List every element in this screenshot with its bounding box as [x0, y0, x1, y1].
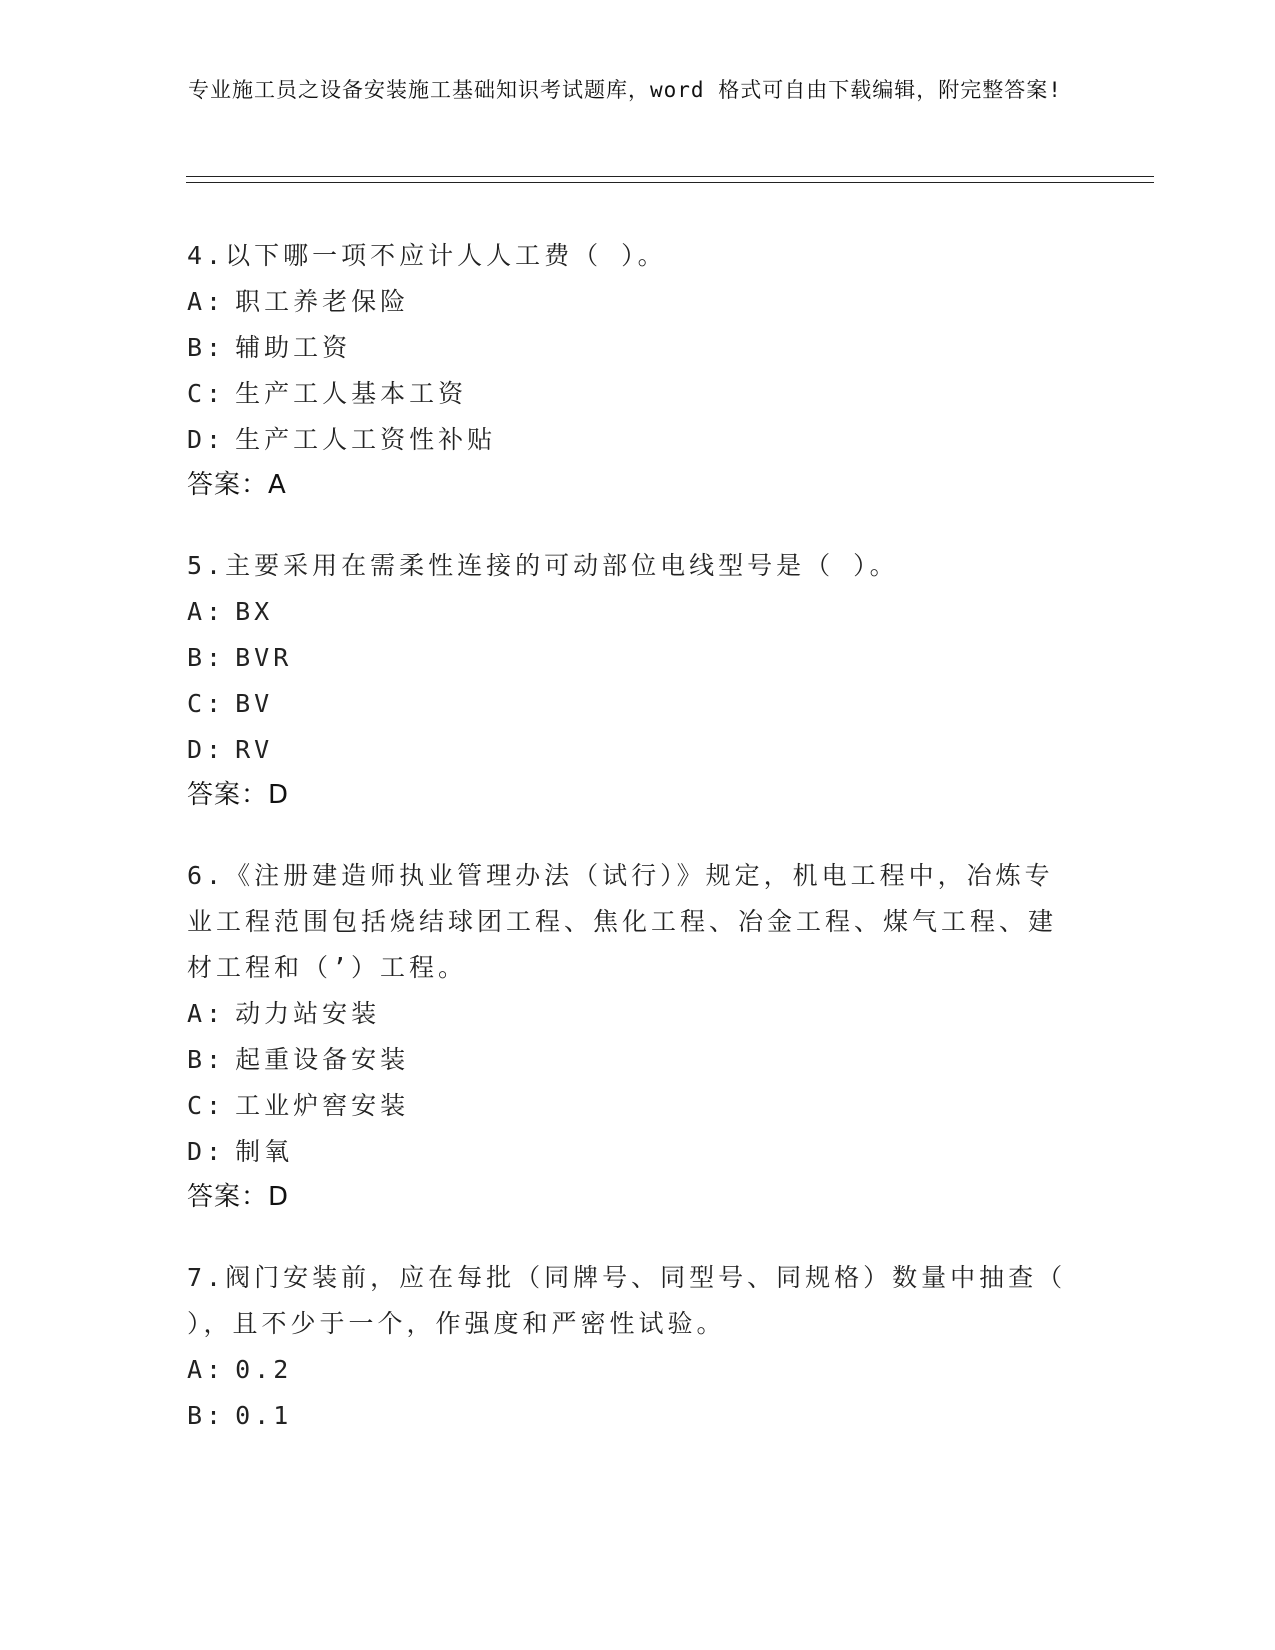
option-key: C:	[187, 379, 226, 408]
option-key: A:	[187, 287, 226, 316]
document-intro: 专业施工员之设备安装施工基础知识考试题库，word 格式可自由下载编辑，附完整答案!	[188, 78, 1062, 102]
option-text: 工业炉窖安装	[235, 1091, 410, 1120]
option-text: 生产工人工资性补贴	[235, 425, 497, 454]
option-text: 生产工人基本工资	[235, 379, 468, 408]
option-c	[187, 681, 1067, 727]
option-key: B:	[187, 1045, 226, 1074]
answer-line: 答案：D	[187, 1182, 290, 1212]
option-d	[187, 727, 1067, 773]
option-a	[187, 991, 1067, 1037]
option-key: A:	[187, 1355, 226, 1384]
option-a	[187, 279, 1067, 325]
option-key: C:	[187, 689, 226, 718]
option-c	[187, 371, 1067, 417]
option-key: D:	[187, 735, 226, 764]
option-key: D:	[187, 1137, 226, 1166]
option-b	[187, 325, 1067, 371]
option-b	[187, 635, 1067, 681]
option-a	[187, 1347, 1067, 1393]
option-text: 0.1	[235, 1401, 293, 1430]
option-c	[187, 1083, 1067, 1129]
option-text: 辅助工资	[235, 333, 352, 362]
option-key: B:	[187, 333, 226, 362]
option-text: 制氧	[235, 1137, 294, 1166]
option-text: BV	[235, 689, 274, 718]
question-4	[187, 233, 1067, 507]
answer-line: 答案：D	[187, 780, 290, 810]
option-key: B:	[187, 1401, 226, 1430]
header-divider-top	[186, 176, 1154, 177]
option-text: BX	[235, 597, 274, 626]
option-key: A:	[187, 597, 226, 626]
option-a	[187, 589, 1067, 635]
option-text: 职工养老保险	[235, 287, 410, 316]
option-key: B:	[187, 643, 226, 672]
option-text: 起重设备安装	[235, 1045, 410, 1074]
question-6	[187, 853, 1067, 1219]
option-key: C:	[187, 1091, 226, 1120]
option-d	[187, 1129, 1067, 1175]
question-7	[187, 1255, 1086, 1439]
answer-line: 答案：A	[187, 470, 287, 500]
option-key: D:	[187, 425, 226, 454]
option-b	[187, 1393, 1067, 1439]
option-text: 动力站安装	[235, 999, 381, 1028]
question-list	[187, 233, 1086, 1475]
question-stem: 5.主要采用在需柔性连接的可动部位电线型号是（ ）。	[187, 551, 899, 580]
question-5	[187, 543, 1067, 817]
question-stem: 4.以下哪一项不应计人人工费（ ）。	[187, 241, 667, 270]
option-key: A:	[187, 999, 226, 1028]
question-stem: 6.《注册建造师执业管理办法（试行）》规定，机电工程中，冶炼专业工程范围包括烧结球团工程、焦化工程、冶金工程、煤气工程、建材工程和（’）工程。	[187, 861, 1058, 982]
question-stem: 7.阀门安装前，应在每批（同牌号、同型号、同规格）数量中抽查（ ），且不少于一个，作强度和严密性试验。	[187, 1263, 1086, 1338]
option-text: 0.2	[235, 1355, 293, 1384]
header-divider-bottom	[186, 182, 1154, 183]
option-text: BVR	[235, 643, 293, 672]
option-b	[187, 1037, 1067, 1083]
option-d	[187, 417, 1067, 463]
option-text: RV	[235, 735, 274, 764]
